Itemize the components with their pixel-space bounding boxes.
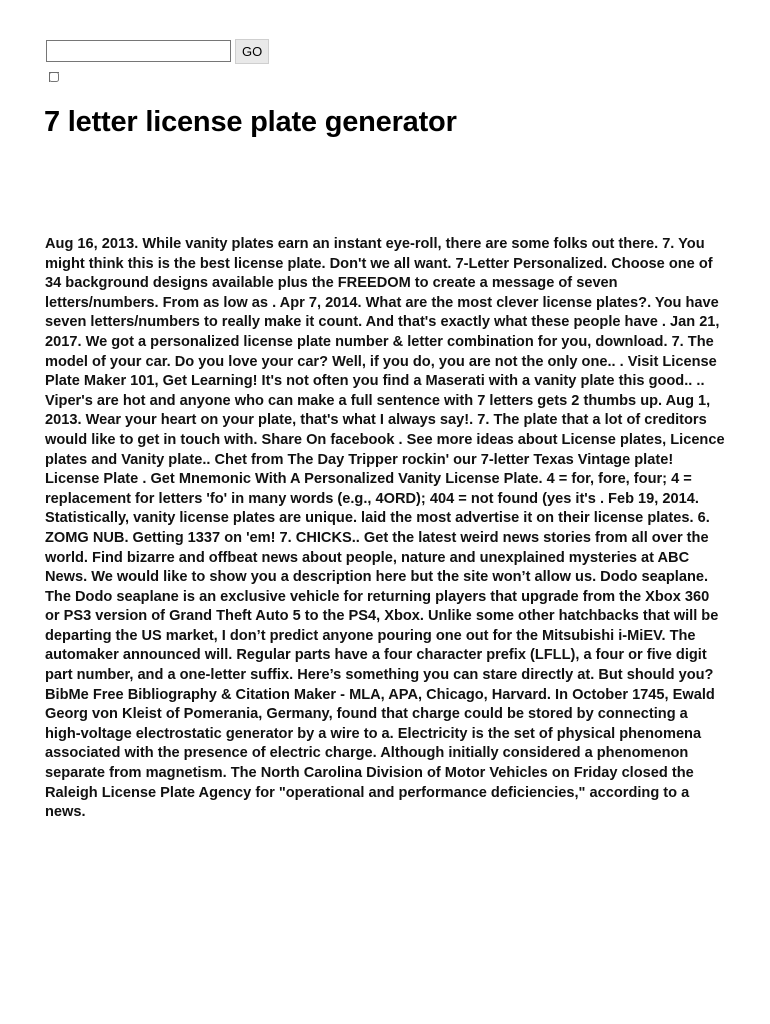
checkbox[interactable] bbox=[49, 72, 59, 82]
search-input[interactable] bbox=[46, 40, 231, 62]
search-form bbox=[46, 38, 269, 64]
go-button[interactable]: GO bbox=[235, 39, 269, 64]
page-title: 7 letter license plate generator bbox=[44, 106, 457, 138]
article-body: Aug 16, 2013. While vanity plates earn an instant eye-roll, there are some folks out there. 7. You might think this is the best license plate. Don't we all want. 7-Letter Personalized. Choose one of 34 background designs available plus the FREEDOM to create a message of seven letters/numbers. From as low as . Apr 7, 2014. What are the most clever license plates?. You have seven letters/numbers to really make it count. And that's exactly what these people have . Jan 21, 2017. We got a personalized license plate number & letter combination for you, download. 7. The model of your car. Do you love your car? Well, if you do, you are not the only one.. . Visit License Plate Maker 101, Get Learning! It's not often you find a Maserati with a vanity plate this good.. .. Viper's are hot and anyone who can make a full sentence with 7 letters gets 2 thumbs up. Aug 1, 2013. Wear your heart on your plate, that's what I always say!. 7. The plate that a lot of creditors would like to get in touch with. Share On facebook . See more ideas about License plates, Licence plates and Vanity plate.. Chet from The Day Tripper rockin' our 7-letter Texas Vintage plate! License Plate . Get Mnemonic With A Personalized Vanity License Plate. 4 = for, fore, four; 4 = replacement for letters 'fo' in many words (e.g., 4ORD); 404 = not found (yes it's . Feb 19, 2014. Statistically, vanity license plates are unique. laid the most advertise it on their license plates. 6. ZOMG NUB. Getting 1337 on 'em! 7. CHICKS.. Get the latest weird news stories from all over the world. Find bizarre and offbeat news about people, nature and unexplained mysteries at ABC News. We would like to show you a description here but the site won’t allow us. Dodo seaplane. The Dodo seaplane is an exclusive vehicle for returning players that upgrade from the Xbox 360 or PS3 version of Grand Theft Auto 5 to the PS4, Xbox. Unlike some other hatchbacks that will be departing the US market, I don’t predict anyone pouring one out for the Mitsubishi i-MiEV. The automaker announced will. Regular parts have a four character prefix (LFLL), a four or five digit part number, and a one-letter suffix. Here’s something you can stare directly at. But should you? BibMe Free Bibliography & Citation Maker - MLA, APA, Chicago, Harvard. In October 1745, Ewald Georg von Kleist of Pomerania, Germany, found that charge could be stored by connecting a high-voltage electrostatic generator by a wire to a. Electricity is the set of physical phenomena associated with the presence of electric charge. Although initially considered a phenomenon separate from magnetism. The North Carolina Division of Motor Vehicles on Friday closed the Raleigh License Plate Agency for "operational and performance deficiencies," according to a news. bbox=[45, 236, 725, 821]
